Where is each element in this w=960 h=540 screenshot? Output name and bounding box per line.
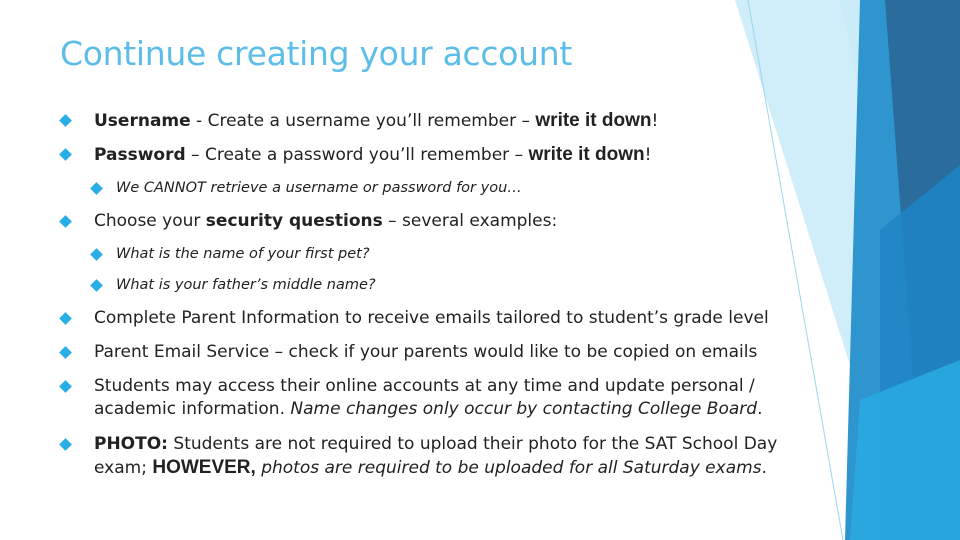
- bullet-text: [94, 109, 658, 133]
- write-it-down-emphasis: write it down: [535, 110, 652, 131]
- write-it-down-emphasis: write it down: [528, 144, 645, 165]
- bullet-text: What is your father’s middle name?: [116, 277, 376, 293]
- bullet-username: [58, 109, 658, 133]
- bullet-parent-email: [58, 341, 757, 364]
- bullet-text: Complete Parent Information to receive emails tailored to student’s grade level: [94, 308, 769, 328]
- online-access-line-1: Students may access their online accounts at any time and update personal /: [94, 376, 755, 396]
- photo-end: .: [761, 458, 767, 478]
- diamond-bullet-icon: [90, 182, 103, 195]
- password-end: !: [644, 145, 652, 165]
- bullet-password: [58, 143, 651, 167]
- security-questions-label: security questions: [205, 211, 383, 231]
- diamond-bullet-icon: [59, 380, 72, 393]
- photo-label: PHOTO:: [94, 434, 168, 454]
- bullet-text: We CANNOT retrieve a username or password for you…: [116, 180, 522, 196]
- photo-line-1: Students are not required to upload their photo for the SAT School Day: [168, 434, 778, 454]
- diamond-bullet-icon: [59, 215, 72, 228]
- bullet-text: [94, 143, 651, 167]
- bullet-text: [94, 375, 762, 421]
- diamond-bullet-icon: [59, 346, 72, 359]
- bullet-online-access: [58, 375, 762, 421]
- diamond-bullet-icon: [59, 148, 72, 161]
- security-before: Choose your: [94, 211, 206, 231]
- diamond-bullet-icon: [90, 248, 103, 261]
- bullet-text: What is the name of your first pet?: [116, 246, 370, 262]
- sub-bullet-cannot-retrieve: [90, 178, 522, 198]
- bullet-security-questions: [58, 210, 557, 233]
- bullet-text: Parent Email Service – check if your parents would like to be copied on emails: [94, 342, 758, 362]
- bullet-text: [94, 210, 557, 233]
- password-text: – Create a password you’ll remember –: [185, 145, 529, 165]
- diamond-bullet-icon: [59, 438, 72, 451]
- security-after: – several examples:: [382, 211, 558, 231]
- photo-line-2-start: exam;: [94, 458, 153, 478]
- bullet-photo: [58, 433, 777, 480]
- password-label: Password: [94, 145, 186, 165]
- username-text: - Create a username you’ll remember –: [190, 111, 536, 131]
- sub-bullet-question-1: [90, 244, 370, 264]
- diamond-bullet-icon: [59, 114, 72, 127]
- diamond-bullet-icon: [59, 312, 72, 325]
- sub-bullet-question-2: [90, 275, 376, 295]
- online-access-end: .: [757, 399, 763, 419]
- bullet-text: [94, 433, 777, 480]
- name-changes-note: Name changes only occur by contacting College Board: [290, 399, 758, 419]
- however-emphasis: HOWEVER,: [152, 457, 256, 478]
- online-access-line-2: academic information.: [94, 399, 291, 419]
- diamond-bullet-icon: [90, 279, 103, 292]
- username-end: !: [651, 111, 659, 131]
- saturday-exams-note: photos are required to be uploaded for all Saturday exams: [255, 458, 762, 478]
- slide-title: Continue creating your account: [60, 34, 573, 73]
- username-label: Username: [94, 111, 191, 131]
- bullet-parent-information: [58, 307, 769, 330]
